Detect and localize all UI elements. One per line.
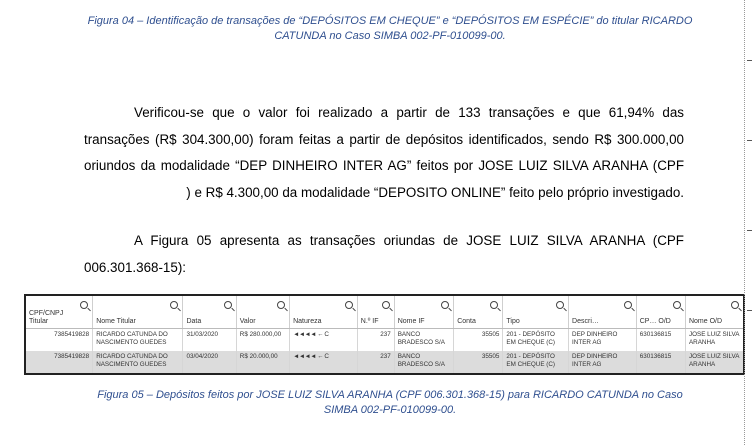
- paragraph-line: Verificou-se que o valor foi realizado a partir de 133 transações e que 61,94% das: [134, 105, 684, 120]
- search-icon[interactable]: [490, 301, 498, 309]
- search-icon[interactable]: [441, 301, 449, 309]
- figure-caption-top: Figura 04 – Identificação de transações de “DEPÓSITOS EM CHEQUE” e “DEPÓSITOS EM ESPÉCIE” do titular RICARDO CATUNDA no Caso SIMBA 002-PF-010099-00.: [87, 15, 693, 42]
- paragraph-line: transações (R$ 304.300,00) foram feitas a partir de depósitos identificados, sendo R$ 300.000,00: [84, 131, 684, 147]
- cell-cpf: 7385419828: [25, 351, 93, 374]
- column-header[interactable]: [394, 295, 453, 329]
- cell-value: R$ 280.000,00: [236, 329, 289, 352]
- search-icon[interactable]: [673, 301, 681, 309]
- cell-name-od: JOSE LUIZ SILVA ARANHA: [685, 351, 744, 374]
- edge-mark: [747, 310, 752, 311]
- cell-if-name: BANCO BRADESCO S/A: [394, 351, 453, 374]
- paragraph-verification: [84, 100, 684, 206]
- column-header-label: Tipo: [506, 318, 520, 325]
- search-icon[interactable]: [731, 301, 739, 309]
- column-header-label: N.º IF: [360, 318, 379, 325]
- paragraph-line: 006.301.368-15):: [84, 259, 186, 275]
- search-icon[interactable]: [170, 301, 178, 309]
- column-header-label: CPF/CNPJ Titular: [29, 310, 64, 325]
- table-row[interactable]: [25, 351, 744, 374]
- column-header[interactable]: [636, 295, 685, 329]
- cell-description: DEP DINHEIRO INTER AG: [569, 351, 637, 374]
- edge-mark: [747, 230, 752, 231]
- cell-type: 201 - DEPÓSITO EM CHEQUE (C): [503, 351, 569, 374]
- column-header[interactable]: [454, 295, 503, 329]
- column-header-label: CP… O/D: [639, 318, 671, 325]
- search-icon[interactable]: [624, 301, 632, 309]
- cell-name-od: JOSE LUIZ SILVA ARANHA: [685, 329, 744, 352]
- cell-type: 201 - DEPÓSITO EM CHEQUE (C): [503, 329, 569, 352]
- column-header[interactable]: [357, 295, 394, 329]
- search-icon[interactable]: [80, 301, 88, 309]
- cell-holder-name: RICARDO CATUNDA DO NASCIMENTO GUEDES: [93, 351, 183, 374]
- column-header[interactable]: [685, 295, 744, 329]
- column-header[interactable]: [569, 295, 637, 329]
- cell-date: 31/03/2020: [183, 329, 236, 352]
- cell-date: 03/04/2020: [183, 351, 236, 374]
- paragraph-line: oriundos da modalidade “DEP DINHEIRO INTER AG” feitos por JOSE LUIZ SILVA ARANHA (CPF: [84, 158, 684, 173]
- cell-cpf: 7385419828: [25, 329, 93, 352]
- column-header-label: Natureza: [293, 318, 322, 325]
- search-icon[interactable]: [224, 301, 232, 309]
- cell-account: 35505: [454, 351, 503, 374]
- table-row[interactable]: [25, 329, 744, 352]
- cell-value: R$ 20.000,00: [236, 351, 289, 374]
- search-icon[interactable]: [556, 301, 564, 309]
- edge-mark: [747, 140, 752, 141]
- page-edge-scrollbar[interactable]: [744, 0, 753, 445]
- column-header-label: Descri…: [572, 318, 599, 325]
- column-header[interactable]: [503, 295, 569, 329]
- cell-if-number: 237: [357, 329, 394, 352]
- column-header[interactable]: [236, 295, 289, 329]
- transactions-table: [24, 294, 745, 375]
- column-header[interactable]: [25, 295, 93, 329]
- cell-description: DEP DINHEIRO INTER AG: [569, 329, 637, 352]
- search-icon[interactable]: [382, 301, 390, 309]
- column-header-label: Conta: [457, 318, 476, 325]
- search-icon[interactable]: [277, 301, 285, 309]
- search-icon[interactable]: [345, 301, 353, 309]
- cell-nature: ◄◄◄◄ ← C: [290, 329, 358, 352]
- cell-cpf-od: 630136815: [636, 329, 685, 352]
- column-header[interactable]: [183, 295, 236, 329]
- cell-nature: ◄◄◄◄ ← C: [290, 351, 358, 374]
- cell-if-number: 237: [357, 351, 394, 374]
- column-header[interactable]: [93, 295, 183, 329]
- column-header-label: Valor: [239, 318, 256, 325]
- cell-account: 35505: [454, 329, 503, 352]
- paragraph-line: A Figura 05 apresenta as transações oriundas de JOSE LUIZ SILVA ARANHA (CPF: [134, 233, 684, 248]
- paragraph-line: ) e R$ 4.300,00 da modalidade “DEPOSITO ONLINE” feito pelo próprio investigado.: [186, 184, 684, 200]
- table-header-row: [25, 295, 744, 329]
- figure-caption-bottom: Figura 05 – Depósitos feitos por JOSE LUIZ SILVA ARANHA (CPF 006.301.368-15) para RICARDO CATUNDA no Caso SIMBA 002-PF-010099-00.: [97, 389, 683, 416]
- cell-cpf-od: 630136815: [636, 351, 685, 374]
- paragraph-figure-intro: [84, 228, 684, 281]
- column-header-label: Nome Titular: [96, 318, 136, 325]
- edge-mark: [747, 60, 752, 61]
- column-header-label: Nome O/D: [688, 318, 723, 325]
- cell-if-name: BANCO BRADESCO S/A: [394, 329, 453, 352]
- column-header-label: Nome IF: [397, 318, 425, 325]
- column-header-label: Data: [186, 318, 202, 325]
- cell-holder-name: RICARDO CATUNDA DO NASCIMENTO GUEDES: [93, 329, 183, 352]
- column-header[interactable]: [290, 295, 358, 329]
